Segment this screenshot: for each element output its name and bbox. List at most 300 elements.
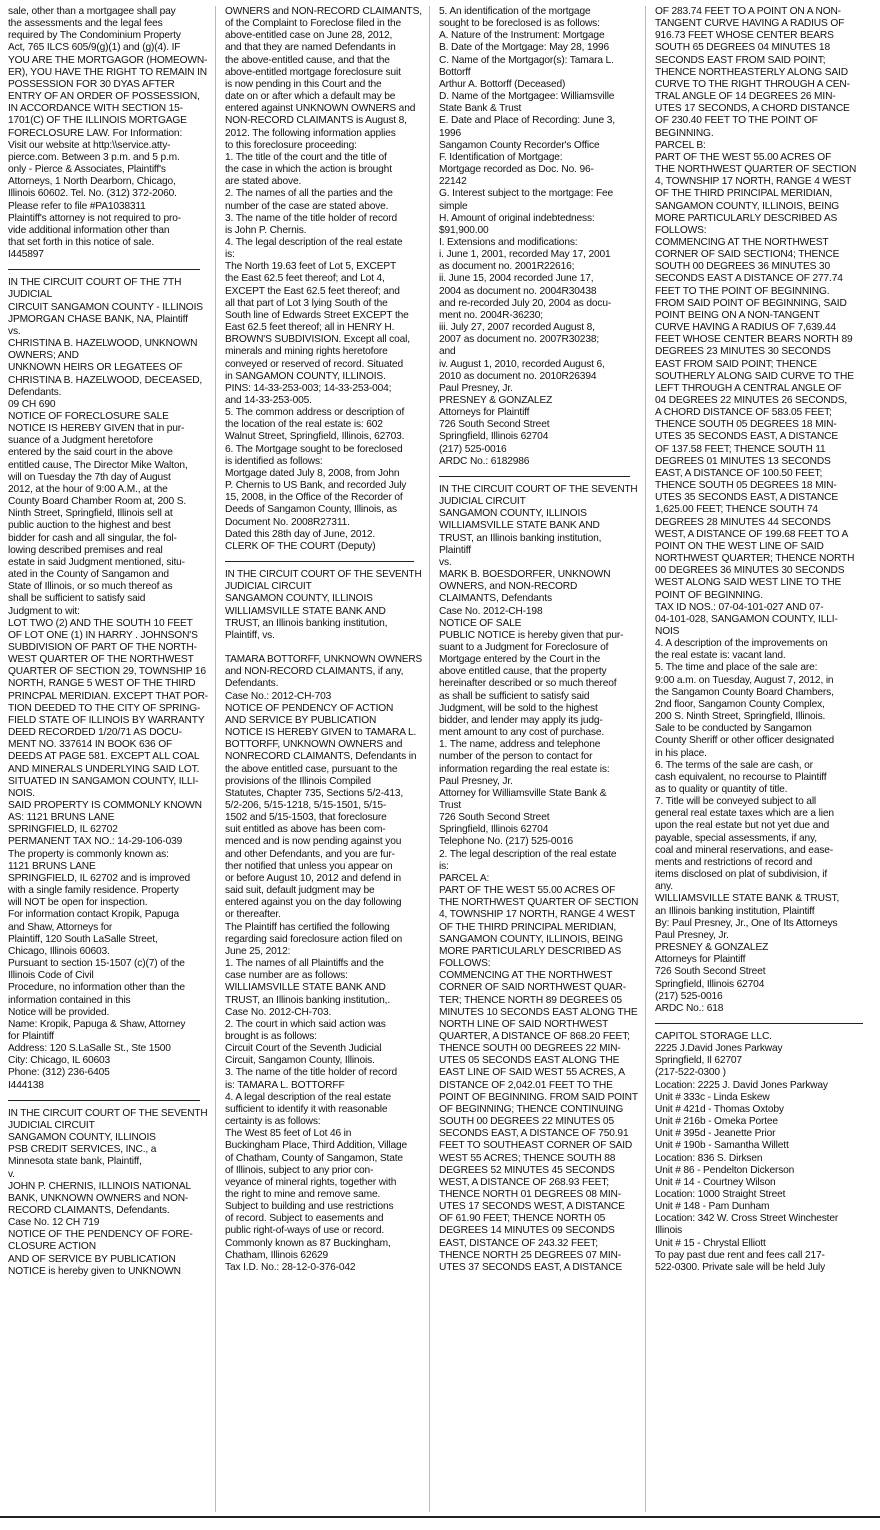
notice-text-line: JUDICIAL CIRCUIT: [8, 1119, 95, 1131]
notice-text-line: SANGAMON COUNTY, ILLINOIS: [225, 593, 373, 605]
notice-text-line: and that they are named Defendants in: [225, 42, 396, 54]
notice-text-line: said suit, default judgment may be: [225, 885, 375, 897]
notice-text-line: Mortgage entered by the Court in the: [439, 654, 601, 666]
notice-text-line: (217) 525-0016: [655, 990, 723, 1002]
notice-text-line: as shall be sufficient to satisfy said: [439, 690, 590, 702]
notice-text-line: Unit # 15 - Chrystal Elliott: [655, 1237, 766, 1249]
notice-text-line: 3. The name of the title holder of record: [225, 1067, 398, 1079]
notice-text-line: Plaintiff, vs.: [225, 629, 275, 641]
notice-text-line: provisions of the Illinois Compiled: [225, 775, 371, 787]
legal-notice: [8, 6, 208, 261]
notice-text-line: 1121 BRUNS LANE: [8, 860, 96, 872]
notice-text-line: are stated above.: [225, 176, 302, 188]
notice-text-line: CHRISTINA B. HAZELWOOD, DECEASED,: [8, 374, 203, 386]
notice-separator: [655, 1023, 863, 1024]
notice-text-line: 5. An identification of the mortgage: [439, 6, 591, 17]
notice-text-line: number of the case are stated above.: [225, 200, 389, 212]
notice-text-line: SANGAMON COUNTY, ILLINOIS, BEING: [655, 200, 840, 212]
notice-text-line: IN THE CIRCUIT COURT OF THE SEVENTH: [8, 1107, 208, 1119]
notice-text-line: is: TAMARA L. BOTTORFF: [225, 1079, 345, 1091]
notice-text-line: number of the person to contact for: [439, 751, 593, 763]
notice-text-line: Sangamon County Recorder's Office: [439, 139, 600, 151]
notice-text-line: (217) 525-0016: [439, 443, 507, 455]
notice-text-line: ment amount to any cost of purchase.: [439, 727, 605, 739]
notice-text-line: FEET TO THE POINT OF BEGINNING.: [655, 285, 830, 297]
notice-text-line: public auction to the highest and best: [8, 520, 171, 532]
notice-text-line: date on or after which a default may be: [225, 91, 396, 103]
notice-text-line: Mortgage dated July 8, 2008, from John: [225, 467, 400, 479]
notice-text-line: Unit # 216b - Omeka Portee: [655, 1116, 778, 1128]
notice-text-line: To pay past due rent and fees call 217-: [655, 1249, 825, 1261]
notice-text-line: WILLIAMSVILLE STATE BANK AND: [225, 982, 386, 994]
notice-text-line: AND MINERALS UNDERLYING SAID LOT.: [8, 763, 200, 775]
notice-text-line: WEST 55 ACRES; THENCE SOUTH 88: [439, 1152, 616, 1164]
notice-text-line: Chatham, Illinois 62629: [225, 1249, 329, 1261]
notice-text-line: and 14-33-253-005.: [225, 395, 312, 406]
notice-text-line: IN THE CIRCUIT COURT OF THE 7TH: [8, 277, 182, 289]
notice-text-line: SANGAMON COUNTY, ILLINOIS: [439, 508, 587, 520]
notice-text-line: OF LOT ONE (1) IN HARRY . JOHNSON'S: [8, 629, 198, 641]
notice-text-line: CURVE TO THE RIGHT THROUGH A CEN-: [655, 78, 850, 90]
notice-text-line: the above entitled case, pursuant to the: [225, 763, 398, 775]
notice-text-line: and NON-RECORD CLAIMANTS, if any,: [225, 666, 404, 678]
notice-text-line: PRINCPAL MERIDIAN. EXCEPT THAT POR-: [8, 690, 209, 702]
notice-text-line: For information contact Kropik, Papuga: [8, 909, 179, 921]
notice-text-line: City: Chicago, IL 60603: [8, 1055, 111, 1067]
notice-text-line: I. Extensions and modifications:: [439, 236, 578, 248]
notice-text-line: THENCE NORTH 25 DEGREES 07 MIN-: [439, 1249, 621, 1261]
notice-text-line: AND SERVICE BY PUBLICATION: [225, 714, 377, 726]
notice-text-line: PRESNEY & GONZALEZ: [655, 942, 769, 954]
notice-text-line: ii. June 15, 2004 recorded June 17,: [439, 273, 594, 285]
columns-container: [8, 6, 874, 1512]
notice-text-line: IN THE CIRCUIT COURT OF THE SEVENTH: [225, 569, 422, 581]
notice-text-line: 4. A description of the improvements on: [655, 638, 828, 650]
notice-text-line: pierce.com. Between 3 p.m. and 5 p.m.: [8, 151, 180, 163]
notice-text-line: June 25, 2012:: [225, 945, 291, 957]
notice-text-line: 200 S. Ninth Street, Springfield, Illinois.: [655, 711, 826, 723]
notice-text-line: SANGAMON COUNTY, ILLINOIS, BEING: [439, 933, 624, 945]
notice-text-line: OWNERS, and NON-RECORD: [439, 581, 578, 593]
notice-text-line: BEGINNING.: [655, 127, 714, 139]
notice-text-line: PUBLIC NOTICE is hereby given that pur-: [439, 629, 624, 641]
notice-text-line: sale, other than a mortgagee shall pay: [8, 6, 176, 17]
notice-text-line: 3. The name of the title holder of record: [225, 212, 398, 224]
notice-text-line: WILLIAMSVILLE STATE BANK AND: [225, 605, 386, 617]
notice-text-line: OF 61.90 FEET; THENCE NORTH 05: [439, 1213, 606, 1225]
notice-text-line: DISTANCE OF 2,042.01 FEET TO THE: [439, 1079, 613, 1091]
notice-text-line: estate in said Judgment mentioned, situ-: [8, 556, 185, 568]
notice-text-line: SOUTHERLY ALONG SAID CURVE TO THE: [655, 370, 854, 382]
notice-text-line: FOLLOWS:: [655, 224, 707, 236]
notice-text-line: and other Defendants, and you are fur-: [225, 848, 395, 860]
notice-text-line: an Illinois banking institution, Plaintiff: [655, 905, 815, 917]
notice-text-line: WILLIAMSVILLE STATE BANK & TRUST,: [655, 893, 840, 905]
notice-text-line: OF 137.58 FEET; THENCE SOUTH 11: [655, 443, 826, 455]
notice-text-line: Unit # 190b - Samantha Willett: [655, 1140, 789, 1152]
notice-text-line: TRUST, an Illinois banking institution,: [225, 617, 388, 629]
notice-text-line: UNKNOWN HEIRS OR LEGATEES OF: [8, 362, 183, 374]
notice-text-line: coal and mineral reservations, and ease-: [655, 844, 834, 856]
notice-text-line: ment no. 2004R-36230;: [439, 309, 543, 321]
notice-text-line: 1996: [439, 127, 462, 139]
notice-text-line: is:: [225, 249, 235, 261]
notice-text-line: 5/2-206, 5/15-1218, 5/15-1501, 5/15-: [225, 800, 387, 811]
notice-text-line: 1701(C) OF THE ILLINOIS MORTGAGE: [8, 115, 187, 127]
notice-text-line: 4, TOWNSHIP 17 NORTH, RANGE 4 WEST: [439, 909, 636, 921]
notice-text-line: or thereafter.: [225, 909, 281, 921]
notice-text-line: CLOSURE ACTION: [8, 1241, 96, 1253]
notice-text-line: UTES 17 SECONDS WEST, A DISTANCE: [439, 1201, 625, 1213]
notice-text-line: Statutes, Chapter 735, Sections 5/2-413,: [225, 787, 404, 799]
notice-text-line: THENCE SOUTH 00 DEGREES 22 MIN-: [439, 1043, 621, 1055]
notice-text-line: ther notified that unless you appear on: [225, 860, 393, 872]
notice-text-line: iii. July 27, 2007 recorded August 8,: [439, 322, 595, 334]
notice-text-line: Notice will be provided.: [8, 1006, 110, 1018]
notice-text-line: 00 DEGREES 36 MINUTES 30 SECONDS: [655, 565, 845, 577]
notice-text-line: SPRINGFIELD, IL 62702: [8, 824, 118, 836]
notice-text-line: AS: 1121 BRUNS LANE: [8, 812, 115, 824]
notice-text-line: WEST QUARTER OF THE NORTHWEST: [8, 654, 194, 666]
notice-text-line: The Plaintiff has certified the following: [225, 921, 390, 933]
notice-text-line: PART OF THE WEST 55.00 ACRES OF: [439, 885, 616, 897]
column-1: [8, 6, 215, 1512]
notice-text-line: vs.: [439, 556, 452, 568]
notice-text-line: NOTICE OF PENDENCY OF ACTION: [225, 702, 394, 714]
notice-text-line: RECORD CLAIMANTS, Defendants.: [8, 1205, 170, 1216]
notice-text-line: NOIS: [655, 625, 680, 637]
notice-text-line: items disclosed on plat of subdivision, if: [655, 869, 828, 881]
notice-text-line: or before August 10, 2012 and defend in: [225, 872, 401, 884]
notice-text-line: Location: 1000 Straight Street: [655, 1189, 786, 1200]
notice-text-line: POINT OF BEGINNING. FROM SAID POINT: [439, 1091, 638, 1103]
column-3: [429, 6, 645, 1512]
notice-text-line: H. Amount of original indebtedness:: [439, 212, 595, 224]
notice-text-line: I444138: [8, 1079, 44, 1091]
notice-text-line: MARK B. BOESDORFER, UNKNOWN: [439, 569, 611, 581]
notice-text-line: Case No.: 2012-CH-703: [225, 690, 332, 702]
notice-text-line: EAST FROM SAID POINT; THENCE: [655, 358, 817, 370]
notice-text-line: CORNER OF SAID NORTHWEST QUAR-: [439, 982, 626, 994]
notice-text-line: suit entitled as above has been com-: [225, 824, 386, 836]
notice-text-line: LOT TWO (2) AND THE SOUTH 10 FEET: [8, 617, 193, 629]
notice-text-line: vs.: [8, 325, 21, 337]
legal-notice: [655, 1031, 871, 1274]
notice-text-line: and Shaw, Attorneys for: [8, 921, 113, 933]
notice-text-line: QUARTER, A DISTANCE OF 868.20 FEET;: [439, 1030, 630, 1042]
notice-text-line: IN ACCORDANCE WITH SECTION 15-: [8, 103, 183, 115]
notice-text-line: CURVE HAVING A RADIUS OF 7,639.44: [655, 322, 836, 334]
notice-text-line: Address: 120 S.LaSalle St., Ste 1500: [8, 1043, 171, 1055]
notice-text-line: JPMORGAN CHASE BANK, NA, Plaintiff: [8, 313, 188, 325]
notice-text-line: (217-522-0300 ): [655, 1067, 726, 1079]
notice-text-line: Plaintiff: [439, 544, 471, 556]
notice-text-line: iv. August 1, 2010, recorded August 6,: [439, 358, 605, 370]
notice-text-line: Springfield, Illinois 62704: [439, 824, 549, 836]
notice-text-line: 1. The name, address and telephone: [439, 739, 601, 751]
notice-text-line: TRUST, an Illinois banking institution,: [439, 532, 602, 544]
notice-text-line: NOTICE OF THE PENDENCY OF FORE-: [8, 1229, 193, 1241]
notice-text-line: LEFT THROUGH A CENTRAL ANGLE OF: [655, 382, 842, 394]
notice-text-line: Chicago, Illinois 60603.: [8, 945, 110, 957]
notice-text-line: UTES 05 SECONDS EAST ALONG THE: [439, 1055, 620, 1067]
notice-text-line: 6. The Mortgage sought to be foreclosed: [225, 443, 403, 455]
notice-text-line: Mortgage recorded as Doc. No. 96-: [439, 164, 594, 176]
notice-text-line: 1. The title of the court and the title of: [225, 151, 387, 163]
notice-text-line: P. Chernis to US Bank, and recorded July: [225, 480, 407, 492]
notice-text-line: SPRINGFIELD, IL 62702 and is improved: [8, 872, 191, 884]
notice-text-line: C. Name of the Mortgagor(s): Tamara L.: [439, 54, 614, 66]
notice-text-line: veyance of mineral rights, together with: [225, 1176, 397, 1188]
notice-text-line: Springfield, Illinois 62704: [439, 431, 549, 443]
legal-notice: [8, 1108, 208, 1278]
notice-text-line: FROM SAID POINT OF BEGINNING, SAID: [655, 297, 847, 309]
notice-text-line: 2010 as document no. 2010R26394: [439, 370, 597, 382]
notice-text-line: above entitled cause, that the property: [439, 666, 607, 678]
notice-text-line: Defendants.: [225, 678, 279, 690]
notice-text-line: A CHORD DISTANCE OF 583.05 FEET;: [655, 407, 832, 419]
legal-notice: [225, 569, 422, 1274]
notice-text-line: regarding said foreclosure action filed on: [225, 933, 403, 945]
notice-text-line: PARCEL B:: [655, 139, 706, 151]
notice-text-line: Springfield, Illinois 62704: [655, 978, 765, 990]
notice-text-line: Illinois Code of Civil: [8, 970, 94, 982]
notice-text-line: Location: 2225 J. David Jones Parkway: [655, 1079, 828, 1091]
notice-text-line: FEET WHOSE CENTER BEARS NORTH 89: [655, 334, 853, 346]
notice-text-line: cash equivalent, no recourse to Plaintiff: [655, 771, 827, 783]
notice-text-line: 22142: [439, 176, 467, 188]
notice-text-line: County Board Chamber Room at, 200 S.: [8, 496, 187, 508]
legal-notice: [8, 277, 208, 1091]
notice-text-line: BOTTORFF, UNKNOWN OWNERS and: [225, 739, 403, 751]
notice-text-line: TRUST, an Illinois banking institution,.: [225, 994, 391, 1006]
notice-text-line: E. Date and Place of Recording: June 3,: [439, 115, 615, 127]
notice-text-line: 726 South Second Street: [439, 812, 550, 824]
notice-text-line: Paul Presney, Jr.: [439, 382, 513, 394]
notice-text-line: OF THE THIRD PRINCIPAL MERIDIAN,: [439, 921, 617, 933]
notice-text-line: POSSESSION FOR 30 DYAS AFTER: [8, 78, 175, 90]
notice-text-line: 2012. The following information applies: [225, 127, 396, 139]
notice-text-line: Location: 342 W. Cross Street Winchester: [655, 1213, 839, 1225]
notice-text-line: Minnesota state bank, Plaintiff,: [8, 1156, 142, 1168]
notice-text-line: CIRCUIT SANGAMON COUNTY - ILLINOIS: [8, 301, 203, 313]
notice-text-line: PART OF THE WEST 55.00 ACRES OF: [655, 151, 832, 163]
notice-text-line: PSB CREDIT SERVICES, INC., a: [8, 1144, 157, 1156]
notice-text-line: DEGREES 23 MINUTES 30 SECONDS: [655, 346, 831, 358]
notice-text-line: Buckingham Place, Third Addition, Village: [225, 1140, 408, 1152]
legal-notice: [439, 6, 638, 468]
notice-text-line: South line of Edwards Street EXCEPT the: [225, 309, 409, 321]
notice-text-line: JUDICIAL CIRCUIT: [439, 496, 526, 508]
notice-text-line: entered against you on the day following: [225, 897, 402, 909]
notice-text-line: East 62.5 feet thereof; all in HENRY H.: [225, 322, 395, 334]
notice-text-line: suance of a Judgment heretofore: [8, 435, 153, 447]
notice-text-line: PERMANENT TAX NO.: 14-29-106-039: [8, 836, 183, 848]
notice-text-line: OF 230.40 FEET TO THE POINT OF: [655, 115, 818, 127]
notice-text-line: AND OF SERVICE BY PUBLICATION: [8, 1253, 176, 1265]
notice-text-line: simple: [439, 200, 468, 212]
notice-text-line: the right to mine and remove same.: [225, 1189, 381, 1200]
notice-text-line: Ninth Street, Springfield, Illinois sell at: [8, 508, 173, 520]
notice-text-line: 4. A legal description of the real estate: [225, 1091, 392, 1103]
notice-text-line: Case No. 12 CH 719: [8, 1217, 100, 1229]
notice-text-line: Phone: (312) 236-6405: [8, 1067, 110, 1079]
notice-text-line: that set forth in this notice of sale.: [8, 236, 155, 248]
notice-text-line: 1,625.00 FEET; THENCE SOUTH 74: [655, 504, 818, 516]
notice-text-line: brought is as follows:: [225, 1030, 317, 1042]
notice-text-line: TAMARA BOTTORFF, UNKNOWN OWNERS: [225, 654, 422, 666]
notice-text-line: POINT BEING ON A NON-TANGENT: [655, 309, 820, 321]
notice-text-line: MORE PARTICULARLY DESCRIBED AS: [439, 945, 622, 957]
notice-text-line: information regarding the real estate is:: [439, 763, 610, 775]
notice-text-line: 1. The names of all Plaintiffs and the: [225, 958, 384, 970]
notice-text-line: DEGREES 01 MINUTES 13 SECONDS: [655, 455, 831, 467]
notice-text-line: 5. The common address or description of: [225, 407, 405, 419]
notice-text-line: NOTICE is hereby given to UNKNOWN: [8, 1265, 181, 1277]
notice-text-line: v.: [8, 1168, 15, 1180]
notice-text-line: the assessments and the legal fees: [8, 18, 163, 30]
notice-text-line: ated in the County of Sangamon and: [8, 569, 169, 581]
notice-text-line: NOIS.: [8, 787, 35, 799]
notice-text-line: 04-101-028, SANGAMON COUNTY, ILLI-: [655, 613, 838, 625]
notice-text-line: DEGREES 14 MINUTES 09 SECONDS: [439, 1225, 615, 1237]
notice-text-line: Springfield, Il 62707: [655, 1055, 742, 1067]
notice-text-line: NORTH, RANGE 5 WEST OF THE THIRD: [8, 678, 196, 690]
notice-text-line: sufficient to identify it with reasonable: [225, 1103, 388, 1115]
notice-text-line: DEGREES 52 MINUTES 45 SECONDS: [439, 1164, 615, 1176]
notice-text-line: WEST, A DISTANCE OF 268.93 FEET;: [439, 1176, 609, 1188]
notice-separator: [439, 476, 630, 477]
notice-text-line: State Bank & Trust: [439, 103, 522, 115]
notice-text-line: 1502 and 5/15-1503, that foreclosure: [225, 812, 387, 824]
notice-text-line: bidder for cash and all singular, the fol-: [8, 532, 177, 544]
notice-text-line: UTES 35 SECONDS EAST, A DISTANCE: [655, 431, 838, 443]
notice-text-line: UTES 17 SECONDS, A CHORD DISTANCE: [655, 103, 850, 115]
notice-text-line: Paul Presney, Jr.: [439, 775, 513, 787]
notice-text-line: PRESNEY & GONZALEZ: [439, 395, 553, 406]
notice-text-line: The North 19.63 feet of Lot 5, EXCEPT: [225, 261, 397, 273]
notice-text-line: CORNER OF SAID SECTION4; THENCE: [655, 249, 840, 261]
notice-text-line: upon the real estate but not yet due and: [655, 820, 830, 832]
notice-text-line: 04 DEGREES 22 MINUTES 26 SECONDS,: [655, 395, 848, 406]
notice-text-line: with a single family residence. Property: [8, 885, 179, 897]
notice-text-line: CAPITOL STORAGE LLC.: [655, 1030, 772, 1042]
notice-text-line: Procedure, no information other than the: [8, 982, 185, 994]
notice-text-line: The West 85 feet of Lot 46 in: [225, 1128, 352, 1140]
notice-text-line: CLERK OF THE COURT (Deputy): [225, 540, 376, 552]
notice-text-line: Attorneys for Plaintiff: [439, 407, 530, 419]
notice-text-line: 4. The legal description of the real estate: [225, 236, 403, 248]
notice-text-line: Act, 765 ILCS 605/9(g)(1) and (g)(4). IF: [8, 42, 181, 54]
notice-text-line: will on Tuesday the 7th day of August: [8, 471, 171, 483]
notice-text-line: FEET TO SOUTHEAST CORNER OF SAID: [439, 1140, 633, 1152]
notice-text-line: entitled cause, The Director Mike Walton,: [8, 459, 188, 471]
notice-text-line: SANGAMON COUNTY, ILLINOIS: [8, 1132, 156, 1144]
notice-text-line: SECONDS EAST FROM SAID POINT;: [655, 54, 826, 66]
notice-text-line: Circuit Court of the Seventh Judicial: [225, 1043, 382, 1055]
notice-text-line: Unit # 14 - Courtney Wilson: [655, 1176, 776, 1188]
notice-separator: [8, 269, 200, 270]
notice-text-line: any.: [655, 881, 673, 893]
notice-text-line: FOLLOWS:: [439, 958, 491, 970]
notice-text-line: TER; THENCE NORTH 89 DEGREES 05: [439, 994, 622, 1006]
notice-text-line: 2. The legal description of the real estate: [439, 848, 617, 860]
notice-text-line: Pursuant to section 15-1507 (c)(7) of the: [8, 958, 185, 970]
notice-text-line: of Illinois, subject to any prior con-: [225, 1164, 374, 1176]
notice-text-line: 916.73 FEET WHOSE CENTER BEARS: [655, 30, 834, 42]
notice-text-line: Dated this 28th day of June, 2012.: [225, 528, 376, 540]
notice-text-line: By: Paul Presney, Jr., One of Its Attorneys: [655, 917, 838, 929]
notice-text-line: $91,900.00: [439, 224, 489, 236]
notice-text-line: DEGREES 28 MINUTES 44 SECONDS: [655, 516, 831, 528]
notice-text-line: Paul Presney, Jr.: [655, 929, 729, 941]
notice-text-line: 2007 as document no. 2007R30238;: [439, 334, 600, 346]
notice-text-line: THE NORTHWEST QUARTER OF SECTION: [655, 164, 857, 176]
notice-text-line: 7. Title will be conveyed subject to all: [655, 796, 817, 808]
notice-text-line: will NOT be open for inspection.: [8, 897, 148, 909]
notice-text-line: EXCEPT the East 62.5 feet thereof; and: [225, 285, 400, 297]
notice-text-line: Visit our website at http:\\service.atty-: [8, 139, 171, 151]
notice-text-line: B. Date of the Mortgage: May 28, 1996: [439, 42, 610, 54]
notice-text-line: Unit # 421d - Thomas Oxtoby: [655, 1103, 784, 1115]
notice-text-line: Unit # 86 - Pendelton Dickerson: [655, 1164, 795, 1176]
notice-text-line: F. Identification of Mortgage:: [439, 151, 563, 163]
notice-text-line: Circuit, Sangamon County, Illinois.: [225, 1055, 375, 1067]
notice-text-line: 4, TOWNSHIP 17 NORTH, RANGE 4 WEST: [655, 176, 852, 188]
notice-text-line: UTES 35 SECONDS EAST, A DISTANCE: [655, 492, 838, 504]
notice-text-line: above-entitled case on June 28, 2012,: [225, 30, 393, 42]
notice-text-line: Location: 836 S. Dirksen: [655, 1152, 763, 1164]
notice-text-line: THE NORTHWEST QUARTER OF SECTION: [439, 897, 639, 909]
notice-text-line: EAST, A DISTANCE OF 100.50 FEET;: [655, 467, 823, 479]
column-4: [645, 6, 871, 1512]
notice-text-line: Arthur A. Bottorff (Deceased): [439, 78, 566, 90]
notice-text-line: in SANGAMON COUNTY, ILLINOIS.: [225, 370, 386, 382]
notice-text-line: NOTICE OF SALE: [439, 617, 522, 629]
notice-text-line: NON-RECORD CLAIMANTS is August 8,: [225, 115, 407, 127]
notice-text-line: Walnut Street, Springfield, Illinois, 62703.: [225, 431, 405, 443]
notice-text-line: in his place.: [655, 747, 707, 759]
notice-text-line: minerals and mining rights heretofore: [225, 346, 388, 358]
notice-text-line: BANK, UNKNOWN OWNERS and NON-: [8, 1192, 189, 1204]
notice-text-line: DEED RECORDED 1/20/71 AS DOCU-: [8, 727, 182, 739]
notice-text-line: 2004 as document no. 2004R30438: [439, 285, 597, 297]
notice-text-line: entered by the said court in the above: [8, 447, 173, 459]
notice-text-line: Judgment to wit:: [8, 605, 80, 617]
notice-text-line: CHRISTINA B. HAZELWOOD, UNKNOWN: [8, 338, 198, 350]
notice-text-line: 6. The terms of the sale are cash, or: [655, 759, 813, 771]
notice-text-line: SAID PROPERTY IS COMMONLY KNOWN: [8, 800, 202, 811]
notice-text-line: vide additional information other than: [8, 224, 170, 236]
notice-text-line: ments and restrictions of record and: [655, 856, 813, 868]
notice-text-line: 2. The court in which said action was: [225, 1018, 386, 1030]
notice-text-line: suant to a Judgment for Foreclosure of: [439, 641, 609, 653]
notice-text-line: payable, special assessments, if any,: [655, 832, 817, 844]
notice-text-line: Defendants.: [8, 386, 62, 398]
notice-text-line: SECONDS EAST, A DISTANCE OF 750.91: [439, 1128, 629, 1140]
notice-text-line: conveyed or reserved of record. Situated: [225, 358, 404, 370]
notice-text-line: I445897: [8, 249, 44, 261]
notice-text-line: to this foreclosure proceeding:: [225, 139, 357, 151]
notice-text-line: SECONDS EAST A DISTANCE OF 277.74: [655, 273, 843, 285]
notice-text-line: Commonly known as 87 Buckingham,: [225, 1237, 391, 1249]
notice-text-line: the East 62.5 feet thereof; and Lot 4,: [225, 273, 385, 285]
notice-text-line: WILLIAMSVILLE STATE BANK AND: [439, 520, 600, 532]
notice-separator: [225, 561, 414, 562]
notice-text-line: SOUTH 00 DEGREES 36 MINUTES 30: [655, 261, 830, 273]
notice-text-line: case number are as follows:: [225, 970, 348, 982]
notice-text-line: 726 South Second Street: [655, 966, 766, 978]
